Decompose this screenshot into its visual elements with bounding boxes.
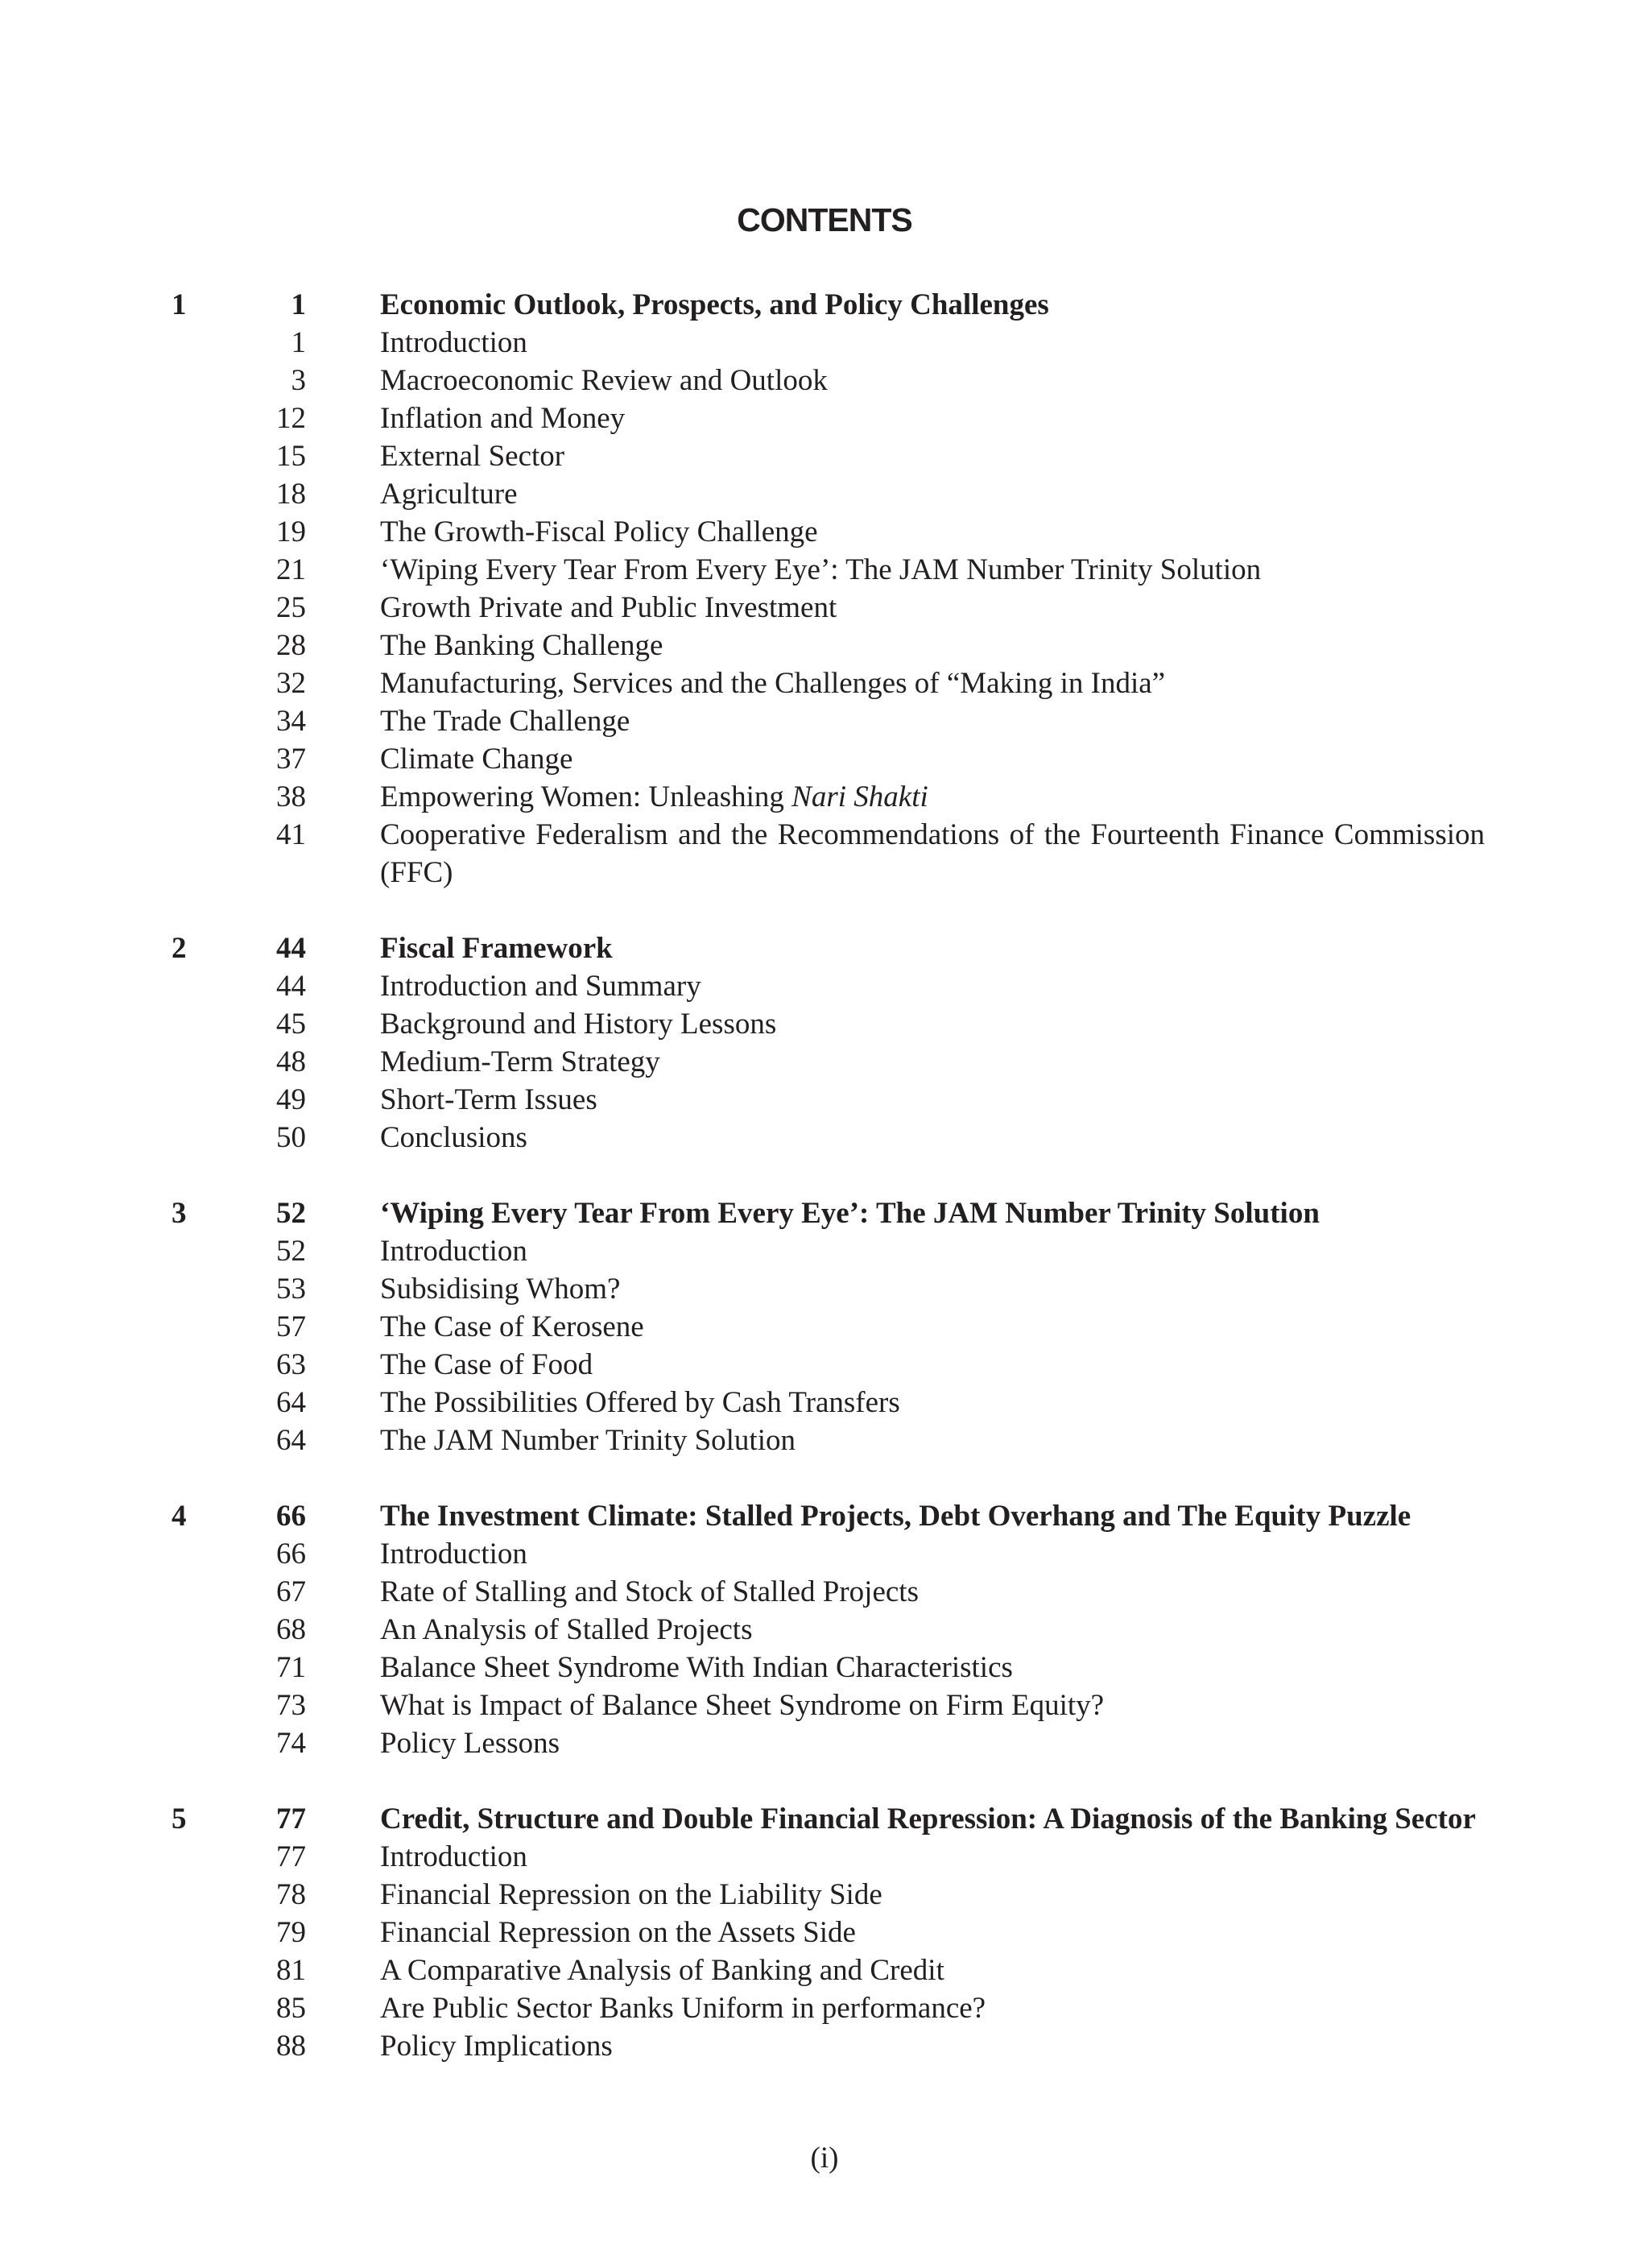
section-title: The Growth-Fiscal Policy Challenge <box>380 515 818 548</box>
section-title: Policy Implications <box>380 2030 613 2063</box>
section-title: Financial Repression on the Assets Side <box>380 1916 856 1949</box>
page-number: 1 <box>291 288 306 321</box>
chapter-title: Economic Outlook, Prospects, and Policy Challenges <box>380 288 1049 321</box>
page-number: 41 <box>276 818 306 851</box>
page-number: 18 <box>276 478 306 511</box>
page-number: 3 <box>291 364 306 397</box>
page-number: 25 <box>276 591 306 624</box>
section-entry[interactable] <box>0 816 1649 892</box>
section-entry[interactable] <box>0 1914 1649 1951</box>
page-number: 12 <box>276 402 306 435</box>
section-entry[interactable] <box>0 1687 1649 1724</box>
section-title: The JAM Number Trinity Solution <box>380 1424 796 1457</box>
page-number: 28 <box>276 629 306 662</box>
page-number: 50 <box>276 1121 306 1154</box>
section-title: Short-Term Issues <box>380 1083 597 1116</box>
section-entry[interactable] <box>0 1649 1649 1687</box>
chapter-title: ‘Wiping Every Tear From Every Eye’: The JAM Number Trinity Solution <box>380 1197 1320 1230</box>
section-title: The Possibilities Offered by Cash Transfers <box>380 1386 900 1419</box>
page-number: 81 <box>276 1954 306 1987</box>
section-entry[interactable] <box>0 589 1649 627</box>
section-entry[interactable] <box>0 1308 1649 1346</box>
chapter-number: 5 <box>172 1802 187 1836</box>
section-title: Introduction and Summary <box>380 970 701 1003</box>
page-number: 67 <box>276 1575 306 1608</box>
page-number: 88 <box>276 2030 306 2063</box>
page-number: 49 <box>276 1083 306 1116</box>
page-number: 78 <box>276 1878 306 1911</box>
chapter-title: Credit, Structure and Double Financial Repression: A Diagnosis of the Banking Sector <box>380 1802 1476 1836</box>
chapter-heading[interactable] <box>0 1497 1649 1535</box>
section-entry[interactable] <box>0 362 1649 399</box>
chapter-title: The Investment Climate: Stalled Projects, Debt Overhang and The Equity Puzzle <box>380 1500 1411 1533</box>
section-title: ‘Wiping Every Tear From Every Eye’: The JAM Number Trinity Solution <box>380 553 1262 586</box>
section-title: What is Impact of Balance Sheet Syndrome on Firm Equity? <box>380 1689 1105 1722</box>
section-entry[interactable] <box>0 664 1649 702</box>
page-folio: (i) <box>810 2142 839 2175</box>
page-number: 64 <box>276 1386 306 1419</box>
page-number: 53 <box>276 1273 306 1306</box>
section-title: Policy Lessons <box>380 1727 560 1760</box>
page-title: CONTENTS <box>737 201 912 238</box>
section-title: Introduction <box>380 326 527 359</box>
section-entry[interactable] <box>0 967 1649 1005</box>
section-entry[interactable] <box>0 2027 1649 2065</box>
section-title: External Sector <box>380 440 565 473</box>
section-entry[interactable] <box>0 1043 1649 1081</box>
section-entry[interactable] <box>0 1346 1649 1384</box>
table-of-contents <box>0 286 1649 2103</box>
section-entry[interactable] <box>0 1573 1649 1611</box>
page-number: 63 <box>276 1348 306 1381</box>
section-entry[interactable] <box>0 1232 1649 1270</box>
section-title: Cooperative Federalism and the Recommendations of the Fourteenth Finance Commission (FFC) <box>380 818 1485 889</box>
page-number: 52 <box>276 1197 306 1230</box>
section-entry[interactable] <box>0 778 1649 816</box>
section-entry[interactable] <box>0 1611 1649 1649</box>
page-number: 77 <box>276 1840 306 1873</box>
section-entry[interactable] <box>0 1724 1649 1762</box>
page-number: 73 <box>276 1689 306 1722</box>
section-entry[interactable] <box>0 1951 1649 1989</box>
section-entry[interactable] <box>0 437 1649 475</box>
page-number: 71 <box>276 1651 306 1684</box>
chapter-heading[interactable] <box>0 286 1649 324</box>
section-title <box>380 778 1485 816</box>
chapter-title: Fiscal Framework <box>380 932 613 965</box>
chapter-5 <box>0 1800 1649 2065</box>
section-entry[interactable] <box>0 551 1649 589</box>
page-number: 45 <box>276 1008 306 1041</box>
section-title: The Banking Challenge <box>380 629 663 662</box>
section-title: The Case of Kerosene <box>380 1310 644 1343</box>
page-number: 44 <box>276 970 306 1003</box>
section-entry[interactable] <box>0 1989 1649 2027</box>
chapter-heading[interactable] <box>0 1194 1649 1232</box>
section-title: Macroeconomic Review and Outlook <box>380 364 828 397</box>
section-title: Financial Repression on the Liability Side <box>380 1878 882 1911</box>
chapter-number: 3 <box>172 1197 187 1230</box>
section-title: Introduction <box>380 1538 527 1571</box>
page-number: 64 <box>276 1424 306 1457</box>
section-title: Introduction <box>380 1840 527 1873</box>
section-title: Rate of Stalling and Stock of Stalled Projects <box>380 1575 919 1608</box>
section-entry[interactable] <box>0 1422 1649 1459</box>
page-number: 19 <box>276 515 306 548</box>
page-number: 32 <box>276 667 306 700</box>
section-title-italic: Nari Shakti <box>791 780 928 813</box>
chapter-4 <box>0 1497 1649 1762</box>
page-number: 66 <box>276 1500 306 1533</box>
section-title: Subsidising Whom? <box>380 1273 621 1306</box>
page-number: 52 <box>276 1235 306 1268</box>
section-title: Conclusions <box>380 1121 527 1154</box>
section-title: Inflation and Money <box>380 402 626 435</box>
section-title: Growth Private and Public Investment <box>380 591 837 624</box>
page-number: 44 <box>276 932 306 965</box>
section-title: An Analysis of Stalled Projects <box>380 1613 753 1646</box>
section-entry[interactable] <box>0 702 1649 740</box>
page-number: 79 <box>276 1916 306 1949</box>
section-entry[interactable] <box>0 324 1649 362</box>
section-entry[interactable] <box>0 399 1649 437</box>
section-title: Balance Sheet Syndrome With Indian Characteristics <box>380 1651 1013 1684</box>
section-entry[interactable] <box>0 1838 1649 1876</box>
page-number: 21 <box>276 553 306 586</box>
section-title: The Trade Challenge <box>380 705 630 738</box>
section-entry[interactable] <box>0 1081 1649 1119</box>
chapter-1 <box>0 286 1649 892</box>
page-number: 1 <box>291 326 306 359</box>
section-title: The Case of Food <box>380 1348 593 1381</box>
chapter-number: 2 <box>172 932 187 965</box>
page-number: 77 <box>276 1802 306 1836</box>
page-number: 15 <box>276 440 306 473</box>
page-number: 38 <box>276 780 306 813</box>
chapter-heading[interactable] <box>0 1800 1649 1838</box>
section-entry[interactable] <box>0 1005 1649 1043</box>
section-entry[interactable] <box>0 627 1649 664</box>
section-entry[interactable] <box>0 740 1649 778</box>
section-title-text: Empowering Women: Unleashing <box>380 780 792 813</box>
section-entry[interactable] <box>0 513 1649 551</box>
page-number: 74 <box>276 1727 306 1760</box>
page-number: 68 <box>276 1613 306 1646</box>
section-title: Climate Change <box>380 743 573 776</box>
chapter-number: 1 <box>172 288 187 321</box>
section-entry[interactable] <box>0 1270 1649 1308</box>
page-number: 57 <box>276 1310 306 1343</box>
section-title: Manufacturing, Services and the Challenges of “Making in India” <box>380 667 1166 700</box>
section-title: Agriculture <box>380 478 518 511</box>
section-title: Are Public Sector Banks Uniform in performance? <box>380 1992 986 2025</box>
page-number: 37 <box>276 743 306 776</box>
section-title: A Comparative Analysis of Banking and Credit <box>380 1954 944 1987</box>
page-number: 48 <box>276 1045 306 1078</box>
section-title: Introduction <box>380 1235 527 1268</box>
chapter-2 <box>0 929 1649 1157</box>
page-number: 66 <box>276 1538 306 1571</box>
chapter-3 <box>0 1194 1649 1459</box>
section-entry[interactable] <box>0 1535 1649 1573</box>
section-entry[interactable] <box>0 1384 1649 1422</box>
section-title: Background and History Lessons <box>380 1008 777 1041</box>
section-title: Medium-Term Strategy <box>380 1045 660 1078</box>
section-entry[interactable] <box>0 475 1649 513</box>
chapter-number: 4 <box>172 1500 187 1533</box>
chapter-heading[interactable] <box>0 929 1649 967</box>
section-entry[interactable] <box>0 1119 1649 1157</box>
page-number: 85 <box>276 1992 306 2025</box>
page-number: 34 <box>276 705 306 738</box>
section-entry[interactable] <box>0 1876 1649 1914</box>
